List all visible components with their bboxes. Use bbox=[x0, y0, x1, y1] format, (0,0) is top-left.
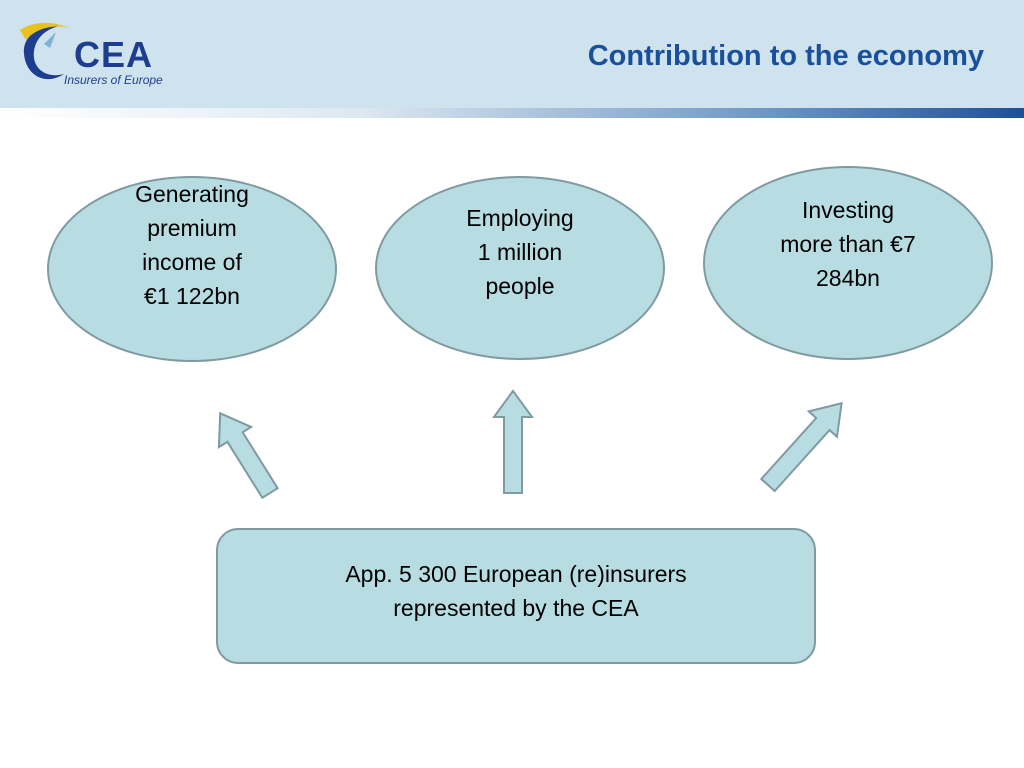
page-title: Contribution to the economy bbox=[587, 40, 984, 72]
arrow-up-left-icon bbox=[204, 403, 286, 503]
logo-wordmark: CEA bbox=[74, 34, 154, 75]
outcome-text-line: people bbox=[485, 273, 555, 299]
outcome-text-line: 284bn bbox=[816, 265, 880, 291]
source-text-line: App. 5 300 European (re)insurers bbox=[345, 561, 687, 587]
outcome-text-line: premium bbox=[147, 215, 237, 241]
source-box bbox=[216, 528, 816, 664]
outcome-text-line: Generating bbox=[135, 181, 249, 207]
logo-tagline: Insurers of Europe bbox=[64, 73, 163, 87]
outcome-text-line: 1 million bbox=[477, 239, 563, 265]
outcome-text-line: €1 122bn bbox=[144, 283, 240, 309]
arrow-up-icon bbox=[494, 391, 532, 493]
arrow-up-right-icon bbox=[754, 391, 856, 498]
outcome-text-line: Investing bbox=[801, 197, 895, 223]
outcome-text-line: Employing bbox=[466, 205, 574, 231]
outcome-text-line: more than €7 bbox=[780, 231, 916, 257]
outcome-text-line: income of bbox=[142, 249, 242, 275]
source-text-line: represented by the CEA bbox=[393, 595, 639, 621]
